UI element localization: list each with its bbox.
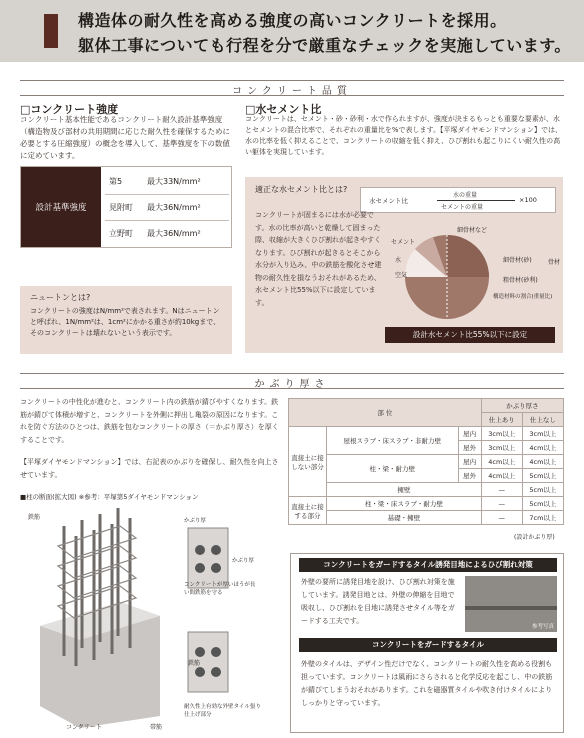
- wc-box-body: コンクリートが固まるには水が必要です。水の比率が高いと乾燥して固まった際、収縮が大きくひび割れが起きやすくなります。ひび割れが起きるとそこから水分が入り込み、中の鉄筋を酸化させ建物の耐久性を損なうおそれがあるため、水セメント比55%以下に設定しています。: [255, 211, 382, 307]
- wc-ratio-heading: □水セメント比: [245, 103, 322, 116]
- strength-row-place: 見附町: [109, 203, 133, 212]
- table-cell-part: 屋根スラブ・床スラブ・非耐力壁: [327, 427, 459, 455]
- fig-label-hoop: 帯筋: [150, 724, 163, 731]
- fig-label-concrete: コンクリート: [66, 724, 102, 731]
- table-row: [289, 511, 564, 525]
- strength-row-value: 最大36N/mm²: [147, 203, 201, 212]
- table-cell-part: 柱・梁・床スラブ・耐力壁: [327, 497, 482, 511]
- column-section-illustration: [20, 506, 282, 732]
- formula-denominator: セメントの重量: [441, 204, 484, 211]
- cover-thickness-table: [288, 398, 564, 525]
- page-header: [0, 0, 584, 62]
- header-line-2: 躯体工事についても行程を分で厳重なチェックを実施しています。: [78, 36, 571, 55]
- section-title-cover: かぶり厚さ: [254, 379, 330, 390]
- pie-label-aggregate: 骨材: [548, 259, 561, 266]
- table-cell-no-finish: 5cm以上: [522, 483, 563, 497]
- table-cell-no-finish: 5cm以上: [522, 469, 563, 483]
- table-col-part: 部 位: [289, 399, 482, 427]
- strength-row-value: 最大36N/mm²: [147, 229, 201, 238]
- strength-row: [105, 169, 229, 195]
- newton-body: コンクリートの強度はN/mm²で表されます。Nはニュートンと呼ばれ、1N/mm²は、1cm²にかかる重さが約10kgまで、そのコンクリートは壊れないという表示です。: [30, 307, 221, 337]
- fig-label-cover-2: かぶり厚: [232, 558, 255, 564]
- section-bar-cover: [20, 373, 564, 389]
- pie-label-sand: 細骨材(砂): [503, 257, 532, 264]
- section-title-quality: コンクリート品質: [232, 86, 352, 97]
- fig-note-thick-cover: コンクリートが厚いほうが長い間鉄筋を守る: [184, 582, 256, 596]
- table-note: (設計かぶり厚): [514, 534, 555, 541]
- wc-formula: [360, 187, 556, 213]
- table-cell-loc: 屋外: [458, 441, 481, 455]
- table-cell-finish: —: [481, 497, 522, 511]
- table-row: [289, 483, 564, 497]
- formula-multiplier: ×100: [519, 196, 537, 204]
- tile-joint-bar: コンクリートをガードするタイル誘発目地によるひび割れ対策: [299, 558, 557, 572]
- photo-caption: 参考写真: [531, 624, 554, 630]
- formula-label: 水セメント比: [369, 197, 408, 205]
- table-group-no-contact: 直接土に接しない部分: [289, 427, 327, 497]
- fig-label-rebar: 鉄筋: [28, 514, 41, 521]
- pie-label-kind: 細骨材など: [457, 227, 488, 234]
- strength-body: コンクリート基本性能であるコンクリート耐久設計基準強度（構造物及び部材の共用期間に応じた耐久性を確保するために必要とする圧縮強度）の概念を導入して、基準強度を下の数値に定めています。: [20, 115, 230, 160]
- cover-body-1: コンクリートの中性化が進むと、コンクリート内の鉄筋が錆びやすくなります。鉄筋が錆びて体積が増すと、コンクリートを外側に押出し亀裂の原因になります。これを防ぐ方法のひとつは、鉄筋を包むコンクリートの厚さ（＝かぶり厚さ）を厚くすることです。: [20, 398, 279, 444]
- cover-body-2: 【平塚ダイヤモンドマンション】では、右記表のかぶりを確保し、耐久性を向上させています。: [20, 458, 279, 479]
- table-col-no-finish: 仕上なし: [522, 413, 563, 427]
- table-cell-finish: —: [481, 511, 522, 525]
- column-figure-caption: ■柱の断面(拡大図) ※参考：平塚第5ダイヤモンドマンション: [20, 493, 199, 501]
- table-cell-no-finish: 3cm以上: [522, 427, 563, 441]
- strength-row-place: 立野町: [109, 229, 133, 238]
- wc-ratio-box: [245, 177, 563, 353]
- table-col-finish: 仕上あり: [481, 413, 522, 427]
- newton-info-box: [20, 286, 232, 354]
- pie-label-water: 水: [395, 257, 402, 264]
- table-cell-loc: 屋内: [458, 427, 481, 441]
- pie-label-gravel: 粗骨材(砂利): [503, 277, 538, 284]
- strength-row: [105, 221, 229, 247]
- section-bar-quality: [20, 80, 564, 96]
- tile-guard-bar: コンクリートをガードするタイル: [299, 638, 557, 652]
- design-strength-label: 設計基準強度: [21, 167, 101, 247]
- table-cell-finish: —: [481, 483, 522, 497]
- tile-guard-body: 外壁のタイルは、デザイン性だけでなく、コンクリートの耐久性を高める役割も担っています。コンクリートは風雨にさらされると化学反応を起こし、中の鉄筋が錆びてしまうおそれがあります。これを磁器質タイルや吹き付けタイルによりしっかりと守っています。: [301, 660, 553, 707]
- table-cell-no-finish: 4cm以上: [522, 441, 563, 455]
- table-row: [289, 455, 564, 469]
- table-cell-finish: 3cm以上: [481, 441, 522, 455]
- table-cell-loc: 屋外: [458, 469, 481, 483]
- table-cell-finish: 4cm以上: [481, 455, 522, 469]
- table-cell-finish: 3cm以上: [481, 427, 522, 441]
- fig-note-tile: 耐久性上有効な外壁タイル張り仕上げ部分: [184, 704, 261, 718]
- table-row: [289, 497, 564, 511]
- tile-joint-photo: [465, 576, 557, 632]
- table-row: [289, 427, 564, 441]
- table-cell-no-finish: 7cm以上: [522, 511, 563, 525]
- pie-label-air: 空気: [395, 272, 408, 279]
- table-cell-finish: 4cm以上: [481, 469, 522, 483]
- table-cell-no-finish: 5cm以上: [522, 497, 563, 511]
- pie-label-cement: セメント: [391, 239, 416, 246]
- formula-numerator: 水の重量: [453, 192, 478, 199]
- header-accent-block: [44, 14, 58, 48]
- table-cell-part: 柱・梁・耐力壁: [327, 455, 459, 483]
- strength-row: [105, 195, 229, 221]
- mix-pie-chart: [395, 219, 563, 327]
- formula-divider: [437, 200, 515, 201]
- wc-ratio-body: コンクリートは、セメント・砂・砂利・水で作られますが、強度が決まるもっとも重要な要素が、水とセメントの混合比率で、それぞれの重量比を%で表します。【平塚ダイヤモンドマンション】では、水の比率を低く抑えることで、コンクリートの収縮を低く抑え、ひび割れも起こりにくい耐久性の高い躯体を実現しています。: [245, 115, 562, 156]
- newton-title: ニュートンとは?: [30, 293, 91, 302]
- design-strength-box: [20, 166, 232, 248]
- table-cell-part: 基礎・擁壁: [327, 511, 482, 525]
- wc-ratio-badge: 設計水セメント比55%以下に設定: [385, 327, 555, 343]
- pie-label-mix-ratio: 構造材料の割合(重量比): [493, 294, 553, 300]
- table-cell-part: 擁壁: [327, 483, 482, 497]
- table-title: かぶり厚さ: [481, 399, 563, 413]
- table-group-contact: 直接土に接する部分: [289, 497, 327, 525]
- wc-box-title: 適正な水セメント比とは?: [255, 185, 348, 194]
- strength-row-value: 最大33N/mm²: [147, 177, 201, 186]
- strength-row-place: 第5: [109, 177, 123, 186]
- table-cell-no-finish: 4cm以上: [522, 455, 563, 469]
- strength-heading: □コンクリート強度: [20, 103, 119, 116]
- table-cell-loc: 屋内: [458, 455, 481, 469]
- tile-guard-box: [290, 553, 564, 733]
- tile-joint-body: 外壁の要所に誘発目地を設け、ひび割れ対策を施しています。誘発目地とは、外壁の伸縮を目地で吸収し、ひび割れを目地に誘発させタイル等をガードする工夫です。: [301, 578, 455, 625]
- fig-label-cover: かぶり厚: [184, 518, 207, 524]
- header-line-1: 構造体の耐久性を高める強度の高いコンクリートを採用。: [78, 11, 507, 30]
- fig-label-rebar-2: 鉄筋: [188, 660, 201, 667]
